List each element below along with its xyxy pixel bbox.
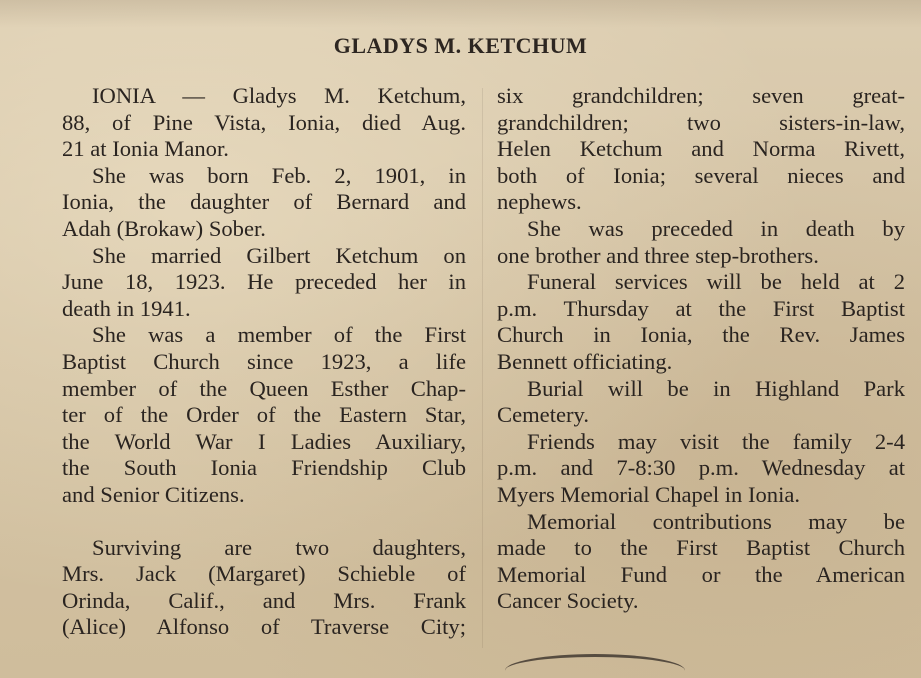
text-line: June 18, 1923. He preceded her in — [62, 269, 466, 295]
text-line: one brother and three step-brothers. — [497, 242, 819, 268]
paragraph-memberships — [62, 322, 466, 508]
text-line: Funeral services will be held at 2 — [527, 269, 905, 295]
text-line: Helen Ketchum and Norma Rivett, — [497, 136, 905, 162]
text-line: Memorial Fund or the American — [497, 561, 905, 587]
obituary-headline: GLADYS M. KETCHUM — [333, 33, 588, 58]
text-line: p.m. Thursday at the First Baptist — [497, 295, 905, 321]
cut-off-next-article — [505, 654, 685, 678]
text-line: She was preceded in death by — [527, 215, 905, 241]
left-column — [62, 83, 466, 641]
text-line: Mrs. Jack (Margaret) Schieble of — [62, 561, 466, 587]
paragraph-gap — [62, 509, 466, 535]
text-line: Baptist Church since 1923, a life — [62, 348, 466, 374]
paragraph-funeral — [497, 269, 905, 375]
text-line: Burial will be in Highland Park — [527, 375, 905, 401]
text-line: and Senior Citizens. — [62, 481, 245, 507]
text-line: Cemetery. — [497, 402, 590, 428]
text-line: Orinda, Calif., and Mrs. Frank — [62, 587, 466, 613]
paragraph-death-notice — [62, 83, 466, 163]
text-line: both of Ionia; several nieces and — [497, 162, 905, 188]
paragraph-visitation — [497, 429, 905, 509]
text-line: nephews. — [497, 189, 582, 215]
paragraph-preceded — [497, 216, 905, 269]
text-line: IONIA — Gladys M. Ketchum, — [92, 83, 466, 108]
paragraph-survivors-continued — [497, 83, 905, 216]
text-line: (Alice) Alfonso of Traverse City; — [62, 614, 466, 640]
text-line: She was a member of the First — [92, 322, 466, 348]
text-line: Friends may visit the family 2-4 — [527, 428, 905, 454]
text-line: Memorial contributions may be — [527, 508, 905, 534]
text-line: 88, of Pine Vista, Ionia, died Aug. — [62, 109, 466, 135]
text-line: the World War I Ladies Auxiliary, — [62, 428, 466, 454]
text-line: ter of the Order of the Eastern Star, — [62, 402, 466, 428]
text-line: Church in Ionia, the Rev. James — [497, 322, 905, 348]
paragraph-marriage — [62, 243, 466, 323]
text-line: member of the Queen Esther Chap- — [62, 375, 466, 401]
paragraph-birth — [62, 163, 466, 243]
paragraph-burial — [497, 376, 905, 429]
text-line: Myers Memorial Chapel in Ionia. — [497, 481, 801, 507]
text-line: Surviving are two daughters, — [92, 534, 466, 560]
text-line: grandchildren; two sisters-in-law, — [497, 109, 905, 135]
paragraph-memorial — [497, 509, 905, 615]
text-line: She was born Feb. 2, 1901, in — [92, 162, 466, 188]
paragraph-survivors — [62, 535, 466, 641]
text-line: the South Ionia Friendship Club — [62, 455, 466, 481]
right-column — [497, 83, 905, 615]
text-line: six grandchildren; seven great- — [497, 83, 905, 108]
text-line: Adah (Brokaw) Sober. — [62, 215, 266, 241]
text-line: made to the First Baptist Church — [497, 535, 905, 561]
text-line: death in 1941. — [62, 295, 191, 321]
text-line: Ionia, the daughter of Bernard and — [62, 189, 466, 215]
text-line: Cancer Society. — [497, 588, 639, 614]
text-line: 21 at Ionia Manor. — [62, 136, 229, 162]
column-divider — [482, 88, 483, 648]
text-line: She married Gilbert Ketchum on — [92, 242, 466, 268]
bleed-through-shadow — [0, 0, 921, 28]
text-line: p.m. and 7-8:30 p.m. Wednesday at — [497, 455, 905, 481]
text-line: Bennett officiating. — [497, 348, 673, 374]
